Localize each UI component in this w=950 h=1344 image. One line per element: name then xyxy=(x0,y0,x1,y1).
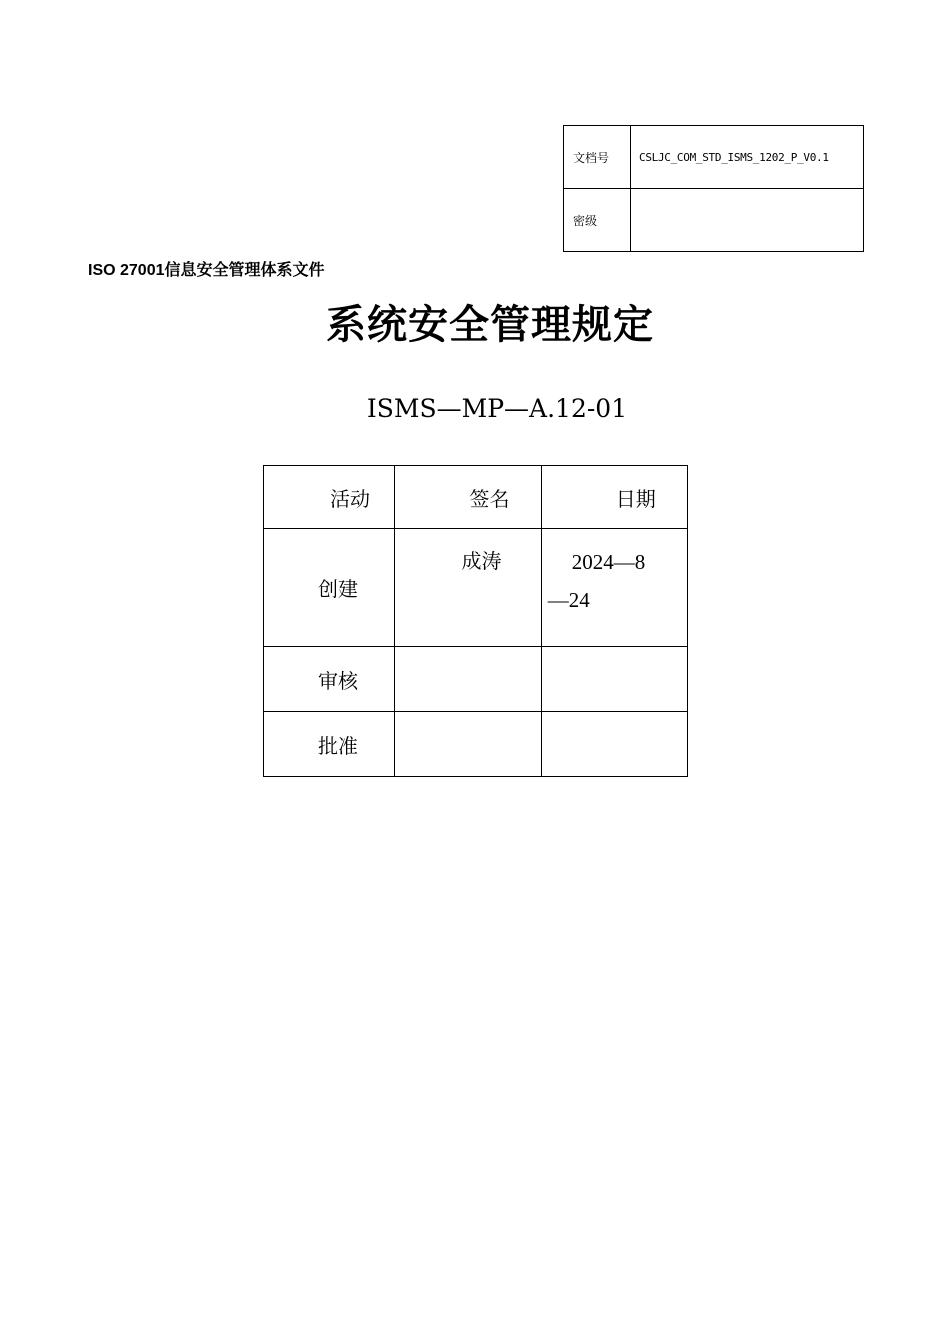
table-row xyxy=(264,647,688,712)
activity-cell: 审核 xyxy=(264,647,395,712)
document-code: ISMS—MP—A.12-01 xyxy=(366,394,628,423)
date-cell xyxy=(541,647,687,712)
date-line-1: 2024—8 xyxy=(571,550,646,574)
document-info-table xyxy=(563,125,864,252)
header-date: 日期 xyxy=(541,466,687,529)
document-title: 系统安全管理规定 xyxy=(326,302,654,348)
table-row xyxy=(264,712,688,777)
signature-cell xyxy=(394,647,541,712)
secret-level-value xyxy=(631,189,864,252)
signature-cell: 成涛 xyxy=(394,529,541,647)
series-label: ISO 27001信息安全管理体系文件 xyxy=(88,262,325,279)
date-line-2: —24 xyxy=(547,588,590,612)
date-cell xyxy=(541,529,687,647)
doc-number-row xyxy=(564,126,864,189)
signature-table xyxy=(263,465,688,777)
doc-number-label: 文档号 xyxy=(564,126,631,189)
header-activity: 活动 xyxy=(264,466,395,529)
activity-cell: 创建 xyxy=(264,529,395,647)
table-row xyxy=(264,529,688,647)
signature-table-header xyxy=(264,466,688,529)
secret-level-label: 密级 xyxy=(564,189,631,252)
activity-cell: 批准 xyxy=(264,712,395,777)
header-signature: 签名 xyxy=(394,466,541,529)
doc-number-value: CSLJC_COM_STD_ISMS_1202_P_V0.1 xyxy=(631,126,864,189)
secret-level-row xyxy=(564,189,864,252)
signature-cell xyxy=(394,712,541,777)
date-cell xyxy=(541,712,687,777)
